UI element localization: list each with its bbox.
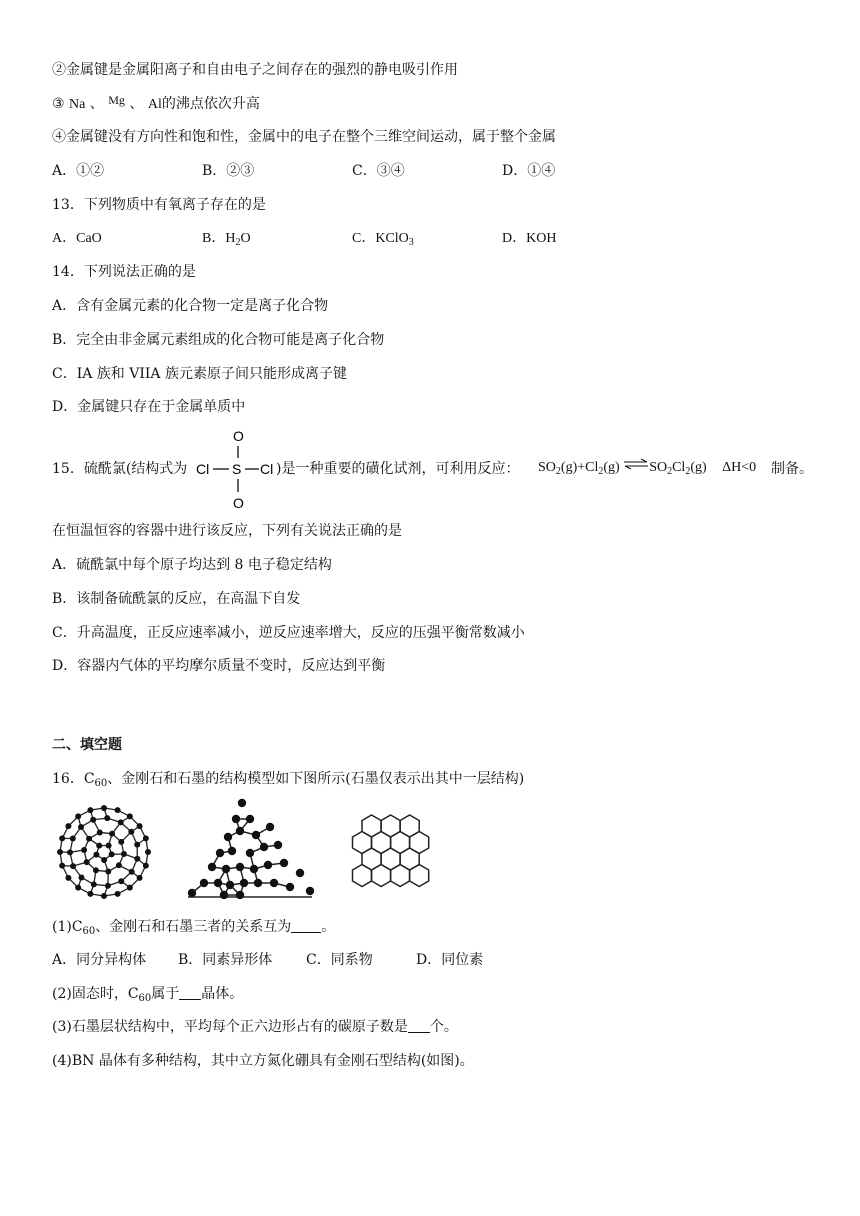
answer-blank-1[interactable] (291, 918, 321, 933)
q12-option-b[interactable]: B．②③ (202, 163, 255, 179)
equilibrium-arrow-icon (623, 458, 649, 470)
q15-stem-start: 15．硫酰氯(结构式为 (52, 461, 188, 477)
struct-o-bottom: O (233, 495, 244, 511)
q14-option-c[interactable]: C．IA 族和 VIIA 族元素原子间只能形成离子键 (52, 366, 347, 382)
sulfuryl-chloride-structure (193, 426, 283, 514)
q15-equation: $SO_2(g)+Cl_2(g)$ $SO_2Cl_2(g)$ ΔH<0 (538, 460, 757, 477)
q16-part4: (4)BN 晶体有多种结构，其中立方氮化硼具有金刚石型结构(如图)。 (52, 1053, 474, 1069)
graphite-model-figure (340, 803, 460, 903)
q14-option-a[interactable]: A．含有金属元素的化合物一定是离子化合物 (52, 298, 329, 314)
q15-option-c[interactable]: C．升高温度，正反应速率减小，逆反应速率增大，反应的压强平衡常数减小 (52, 625, 525, 641)
q13-option-d[interactable]: D．KOH (502, 231, 557, 246)
q15-stem-end: 制备。 (771, 461, 813, 477)
q16-part1: $(1)C_{60}$、金刚石和石墨三者的关系互为 。 (52, 919, 336, 937)
q15-option-a[interactable]: A．硫酰氯中每个原子均达到 8 电子稳定结构 (52, 557, 332, 573)
q13-option-a[interactable]: A．CaO (52, 231, 102, 246)
struct-o-top: O (233, 428, 244, 444)
statement-2: ②金属键是金属阳离子和自由电子之间存在的强烈的静电吸引作用 (52, 62, 458, 78)
c60-model-figure (56, 804, 152, 900)
q16-option-b[interactable]: B．同素异形体 (178, 952, 273, 968)
q12-option-c[interactable]: C．③④ (352, 163, 405, 179)
q13-stem: 13．下列物质中有氧离子存在的是 (52, 197, 266, 213)
q16-part3: (3)石墨层状结构中，平均每个正六边形占有的碳原子数是 个。 (52, 1019, 458, 1035)
q13-option-b[interactable]: B．$H_2O$ (202, 231, 251, 248)
q14-stem: 14．下列说法正确的是 (52, 264, 196, 280)
struct-cl-left: Cl (196, 461, 210, 477)
answer-blank-3[interactable] (408, 1018, 430, 1033)
struct-s: S (232, 461, 242, 477)
section-heading: 二、填空题 (52, 737, 122, 753)
statement-3: ③ Na 、 Mg 、 Al的沸点依次升高 (52, 93, 260, 112)
q16-stem: 16．$C_{60}$、金刚石和石墨的结构模型如下图所示(石墨仅表示出其中一层结构) (52, 771, 525, 789)
answer-blank-2[interactable] (179, 985, 201, 1000)
q12-option-d[interactable]: D．①④ (502, 163, 556, 179)
q15-stem-mid: )是一种重要的磺化试剂，可利用反应： (276, 461, 520, 477)
q16-part2: (2)固态时，$C_{60}$属于 晶体。 (52, 986, 244, 1004)
q15-line2: 在恒温恒容的容器中进行该反应，下列有关说法正确的是 (52, 523, 402, 539)
q13-option-c[interactable]: C．KClO$_3$ (352, 231, 414, 248)
statement-4: ④金属键没有方向性和饱和性，金属中的电子在整个三维空间运动，属于整个金属 (52, 129, 556, 145)
q14-option-b[interactable]: B．完全由非金属元素组成的化合物可能是离子化合物 (52, 332, 385, 348)
q16-option-d[interactable]: D．同位素 (416, 952, 484, 968)
struct-cl-right: Cl (260, 461, 274, 477)
diamond-model-figure (180, 797, 320, 903)
q16-option-a[interactable]: A．同分异构体 (52, 952, 147, 968)
q15-option-d[interactable]: D．容器内气体的平均摩尔质量不变时，反应达到平衡 (52, 658, 386, 674)
q14-option-d[interactable]: D．金属键只存在于金属单质中 (52, 399, 246, 415)
q15-option-b[interactable]: B．该制备硫酰氯的反应，在高温下自发 (52, 591, 301, 607)
q12-option-a[interactable]: A．①② (52, 163, 105, 179)
q16-option-c[interactable]: C．同系物 (306, 952, 373, 968)
